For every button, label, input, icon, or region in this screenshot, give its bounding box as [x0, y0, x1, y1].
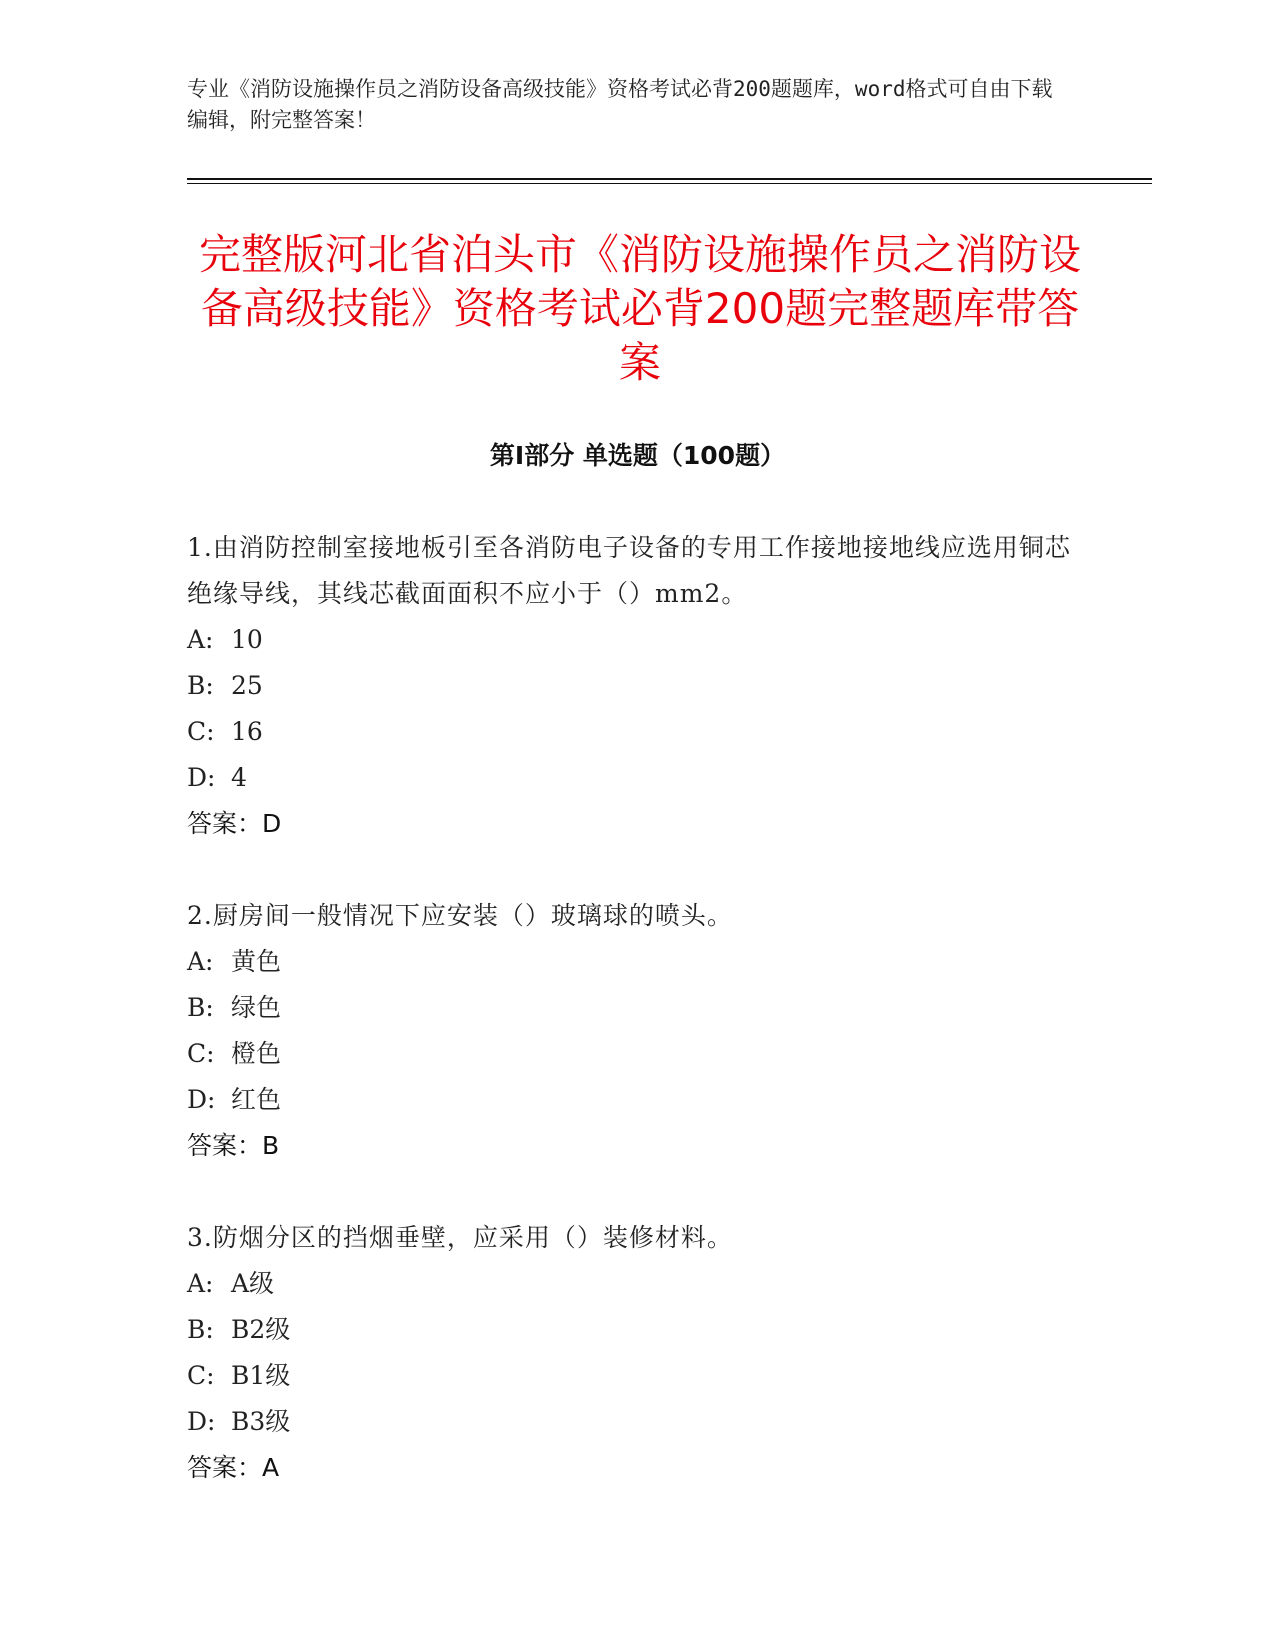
header-rule-thick: [187, 178, 1152, 180]
option-b: [187, 985, 1087, 1031]
section-heading: 第I部分 单选题（100题）: [489, 441, 786, 470]
option-key: B:: [187, 671, 214, 700]
option-d: [187, 1399, 1087, 1445]
option-key: A:: [187, 947, 214, 976]
option-key: D:: [187, 1407, 216, 1436]
option-key: A:: [187, 625, 214, 654]
option-key: B:: [187, 1315, 214, 1344]
document-title: 完整版河北省泊头市《消防设施操作员之消防设备高级技能》资格考试必背200题完整题库带答案: [198, 230, 1081, 387]
option-value: 25: [231, 671, 263, 700]
question-item: [187, 1215, 1087, 1491]
option-key: C:: [187, 717, 215, 746]
option-value: 绿色: [231, 993, 282, 1022]
option-a: [187, 939, 1087, 985]
option-value: 16: [231, 717, 263, 746]
option-key: D:: [187, 763, 216, 792]
option-key: D:: [187, 1085, 216, 1114]
option-d: [187, 755, 1087, 801]
question-text: 3.防烟分区的挡烟垂壁，应采用（）装修材料。: [187, 1223, 733, 1252]
answer-line: 答案：A: [187, 1453, 280, 1482]
option-c: [187, 709, 1087, 755]
option-key: B:: [187, 993, 214, 1022]
option-d: [187, 1077, 1087, 1123]
question-item: [187, 525, 1087, 847]
question-item: [187, 893, 1087, 1169]
option-b: [187, 1307, 1087, 1353]
option-value: B3级: [231, 1407, 291, 1436]
header-rule-thin: [187, 183, 1152, 184]
option-b: [187, 663, 1087, 709]
option-value: B2级: [231, 1315, 291, 1344]
question-text: 1.由消防控制室接地板引至各消防电子设备的专用工作接地接地线应选用铜芯绝缘导线，其线芯截面面积不应小于（）mm2。: [187, 533, 1071, 608]
option-value: A级: [231, 1269, 275, 1298]
option-value: 黄色: [231, 947, 282, 976]
option-a: [187, 617, 1087, 663]
option-value: B1级: [231, 1361, 291, 1390]
option-key: C:: [187, 1361, 215, 1390]
option-value: 红色: [231, 1085, 282, 1114]
option-value: 4: [231, 763, 247, 792]
question-list: [187, 525, 1087, 1537]
option-c: [187, 1031, 1087, 1077]
answer-line: 答案：D: [187, 809, 282, 838]
option-key: A:: [187, 1269, 214, 1298]
option-value: 10: [231, 625, 263, 654]
option-key: C:: [187, 1039, 215, 1068]
question-text: 2.厨房间一般情况下应安装（）玻璃球的喷头。: [187, 901, 733, 930]
option-c: [187, 1353, 1087, 1399]
answer-line: 答案：B: [187, 1131, 280, 1160]
header-note: 专业《消防设施操作员之消防设备高级技能》资格考试必背200题题库，word格式可自由下载编辑，附完整答案！: [187, 77, 1053, 132]
option-a: [187, 1261, 1087, 1307]
option-value: 橙色: [231, 1039, 282, 1068]
